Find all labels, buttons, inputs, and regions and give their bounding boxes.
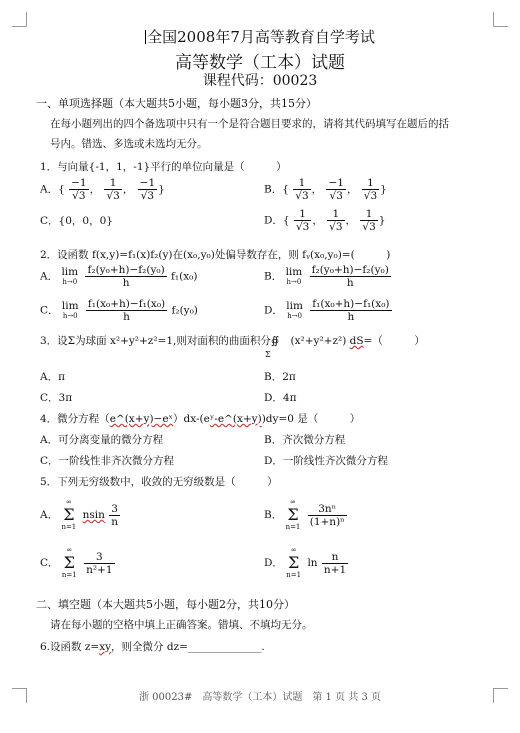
q5-option-c: C． ∞ Σ n=1 $\frac{3}{\text{n²+1}}$ [40,546,113,579]
q3-option-b: B．2π [264,371,296,383]
q4-option-d: D．一阶线性齐次微分方程 [264,455,388,467]
q4-stem: 4．微分方程（e^(x+y)−eˣ）dx-(eʸ-e^(x+y))dy=0 是（ ） [40,413,361,425]
section2-title: 二、填空题（本大题共5小题，每小题2分，共10分） [36,598,295,611]
q4-option-a: A．可分离变量的微分方程 [40,434,164,446]
subject-title: 高等数学（工本）试题 [175,53,345,73]
q3-sigma-subscript: Σ [265,350,271,359]
q2-option-b: B． lim h→0 $\frac{\text{f₂(y₀+h)−f₂(y₀)}}{h}$ [264,264,389,289]
q3-option-d: D．4π [264,392,297,404]
exam-title: 全国2008年7月高等教育自学考试 [147,28,375,46]
q1-option-d: D．{ $\frac{1}{√3}$ ， $\frac{1}{√3}$ ， $\frac{1}{√3}$ } [264,208,386,233]
course-code: 课程代码：00023 [202,73,318,89]
q3-stem: 3．设Σ为球面 x²+y²+z²=1,则对面积的曲面积分∯ (x²+y²+z²) dS=（ ） [40,335,425,347]
q2-option-c: C． lim h→0 $\frac{\text{f₁(x₀+h)−f₁(x₀)}}{h}$ f₂(y₀) [40,298,198,323]
crop-mark-top-left [12,12,27,27]
q3-option-c: C．3π [40,392,73,404]
section2-instruction: 请在每小题的空格中填上正确答案。错填、不填均无分。 [50,619,313,631]
q1-option-c: C．{0，0，0} [40,215,113,227]
q2-stem: 2．设函数 f(x,y)=f₁(x)f₂(y)在(x₀,y₀)处偏导数存在，则 fᵧ(x₀,y₀)=( ) [40,249,391,261]
section1-instruction-1: 在每小题列出的四个备选项中只有一个是符合题目要求的，请将其代码填写在题后的括 [50,118,449,130]
q5-option-b: B． ∞ Σ n=1 $\frac{\text{3nⁿ}}{\text{(1+n)ⁿ}}$ [264,498,345,531]
q1-stem: 1．与向量{-1，1，-1}平行的单位向量是（ ） [40,161,287,173]
section1-instruction-2: 号内。错选、多选或未选均无分。 [50,138,208,150]
q2-option-a: A． lim h→0 $\frac{\text{f₂(y₀+h)−f₂(y₀)}}{h}$ f₁(x₀) [40,264,198,289]
q5-option-a: A． ∞ Σ n=1 nsin $\frac{3}{n}$ [40,498,118,531]
q4-option-c: C．一阶线性非齐次微分方程 [40,455,175,467]
section1-title: 一、单项选择题（本大题共5小题，每小题3分，共15分） [36,97,317,110]
q5-stem: 5．下列无穷级数中，收敛的无穷级数是（ ） [40,476,278,488]
q2-option-d: D． lim h→0 $\frac{\text{f₁(x₀+h)−f₁(x₀)}}{h}$ [264,298,390,323]
crop-mark-top-right [493,12,508,27]
page-footer: 浙 00023# 高等数学（工本）试题 第 1 页 共 3 页 [139,692,381,703]
q1-option-a: A．{ $\frac{-1}{√3}$ ， $\frac{1}{√3}$ ， $\frac{-1}{√3}$ } [40,177,165,202]
q5-option-d: D． ∞ Σ n=1 ln $\frac{n}{n+1}$ [264,546,347,579]
q4-option-b: B．齐次微分方程 [264,434,346,446]
q6-stem: 6.设函数 z=xy，则全微分 dz=______________. [40,641,265,653]
q1-option-b: B．{ $\frac{1}{√3}$ ， $\frac{-1}{√3}$ ， $\frac{1}{√3}$ } [264,177,387,202]
text-cursor [145,30,146,44]
q3-option-a: A．π [40,371,65,383]
